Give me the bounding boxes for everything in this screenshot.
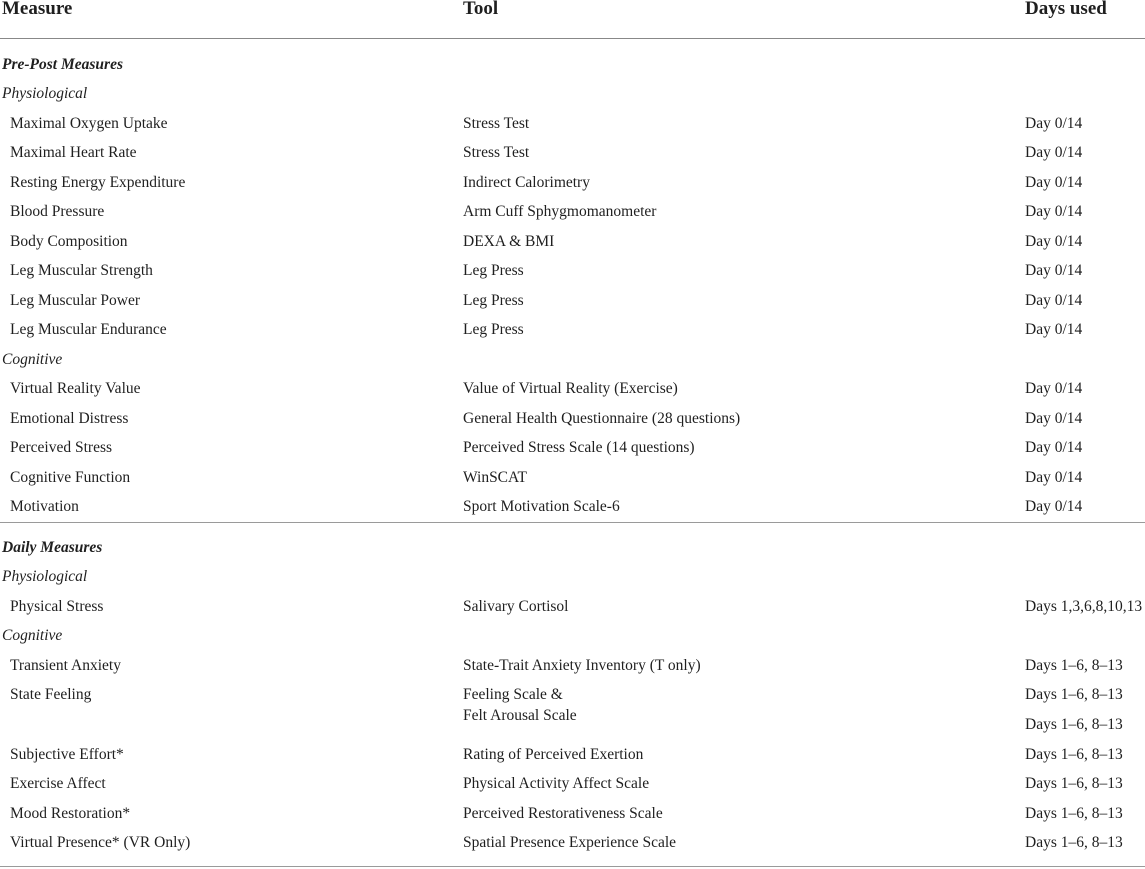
header-measure: Measure [2, 0, 73, 19]
section-title-daily: Daily Measures [2, 539, 103, 556]
section-divider [0, 522, 1145, 523]
table-row: Maximal Oxygen Uptake Stress Test Day 0/14 [10, 115, 1083, 132]
table-row: State Feeling Feeling Scale & Days 1–6, 8–13 [10, 686, 1123, 703]
subsection-physiological: Physiological [2, 85, 88, 102]
subsection-cognitive: Cognitive [2, 351, 63, 368]
table-row: Physical Stress Salivary Cortisol Days 1,3,6,8,10,13 [10, 598, 1143, 615]
table-row: Leg Muscular Strength Leg Press Day 0/14 [10, 262, 1083, 279]
table-row: Resting Energy Expenditure Indirect Calorimetry Day 0/14 [10, 174, 1083, 191]
table-row: Blood Pressure Arm Cuff Sphygmomanometer Day 0/14 [10, 203, 1083, 220]
section-title-pre-post: Pre-Post Measures [2, 56, 123, 73]
table-row: Maximal Heart Rate Stress Test Day 0/14 [10, 144, 1083, 161]
subsection-physiological: Physiological [2, 568, 88, 585]
table-row: Perceived Stress Perceived Stress Scale (14 questions) Day 0/14 [10, 439, 1083, 456]
subsection-cognitive: Cognitive [2, 627, 63, 644]
table-row: Exercise Affect Physical Activity Affect Scale Days 1–6, 8–13 [10, 775, 1123, 792]
table-row: Virtual Reality Value Value of Virtual Reality (Exercise) Day 0/14 [10, 380, 1083, 397]
table-row: Cognitive Function WinSCAT Day 0/14 [10, 469, 1083, 486]
header-tool: Tool [463, 0, 499, 19]
table-row: Leg Muscular Power Leg Press Day 0/14 [10, 292, 1083, 309]
table-row: Leg Muscular Endurance Leg Press Day 0/14 [10, 321, 1083, 338]
tool-continuation: Felt Arousal Scale [463, 707, 577, 724]
header-days: Days used [1025, 0, 1107, 19]
table-row: Emotional Distress General Health Questionnaire (28 questions) Day 0/14 [10, 410, 1083, 427]
days-continuation: Days 1–6, 8–13 [1025, 716, 1123, 733]
table-row: Motivation Sport Motivation Scale-6 Day 0/14 [10, 498, 1083, 515]
table-header [0, 0, 1145, 39]
table-bottom-rule [0, 866, 1145, 867]
table-row: Transient Anxiety State-Trait Anxiety Inventory (T only) Days 1–6, 8–13 [10, 657, 1123, 674]
table-row: Mood Restoration* Perceived Restorativeness Scale Days 1–6, 8–13 [10, 805, 1123, 822]
table-row: Body Composition DEXA & BMI Day 0/14 [10, 233, 1083, 250]
table-row: Virtual Presence* (VR Only) Spatial Presence Experience Scale Days 1–6, 8–13 [10, 834, 1123, 851]
table-row: Subjective Effort* Rating of Perceived Exertion Days 1–6, 8–13 [10, 746, 1123, 763]
